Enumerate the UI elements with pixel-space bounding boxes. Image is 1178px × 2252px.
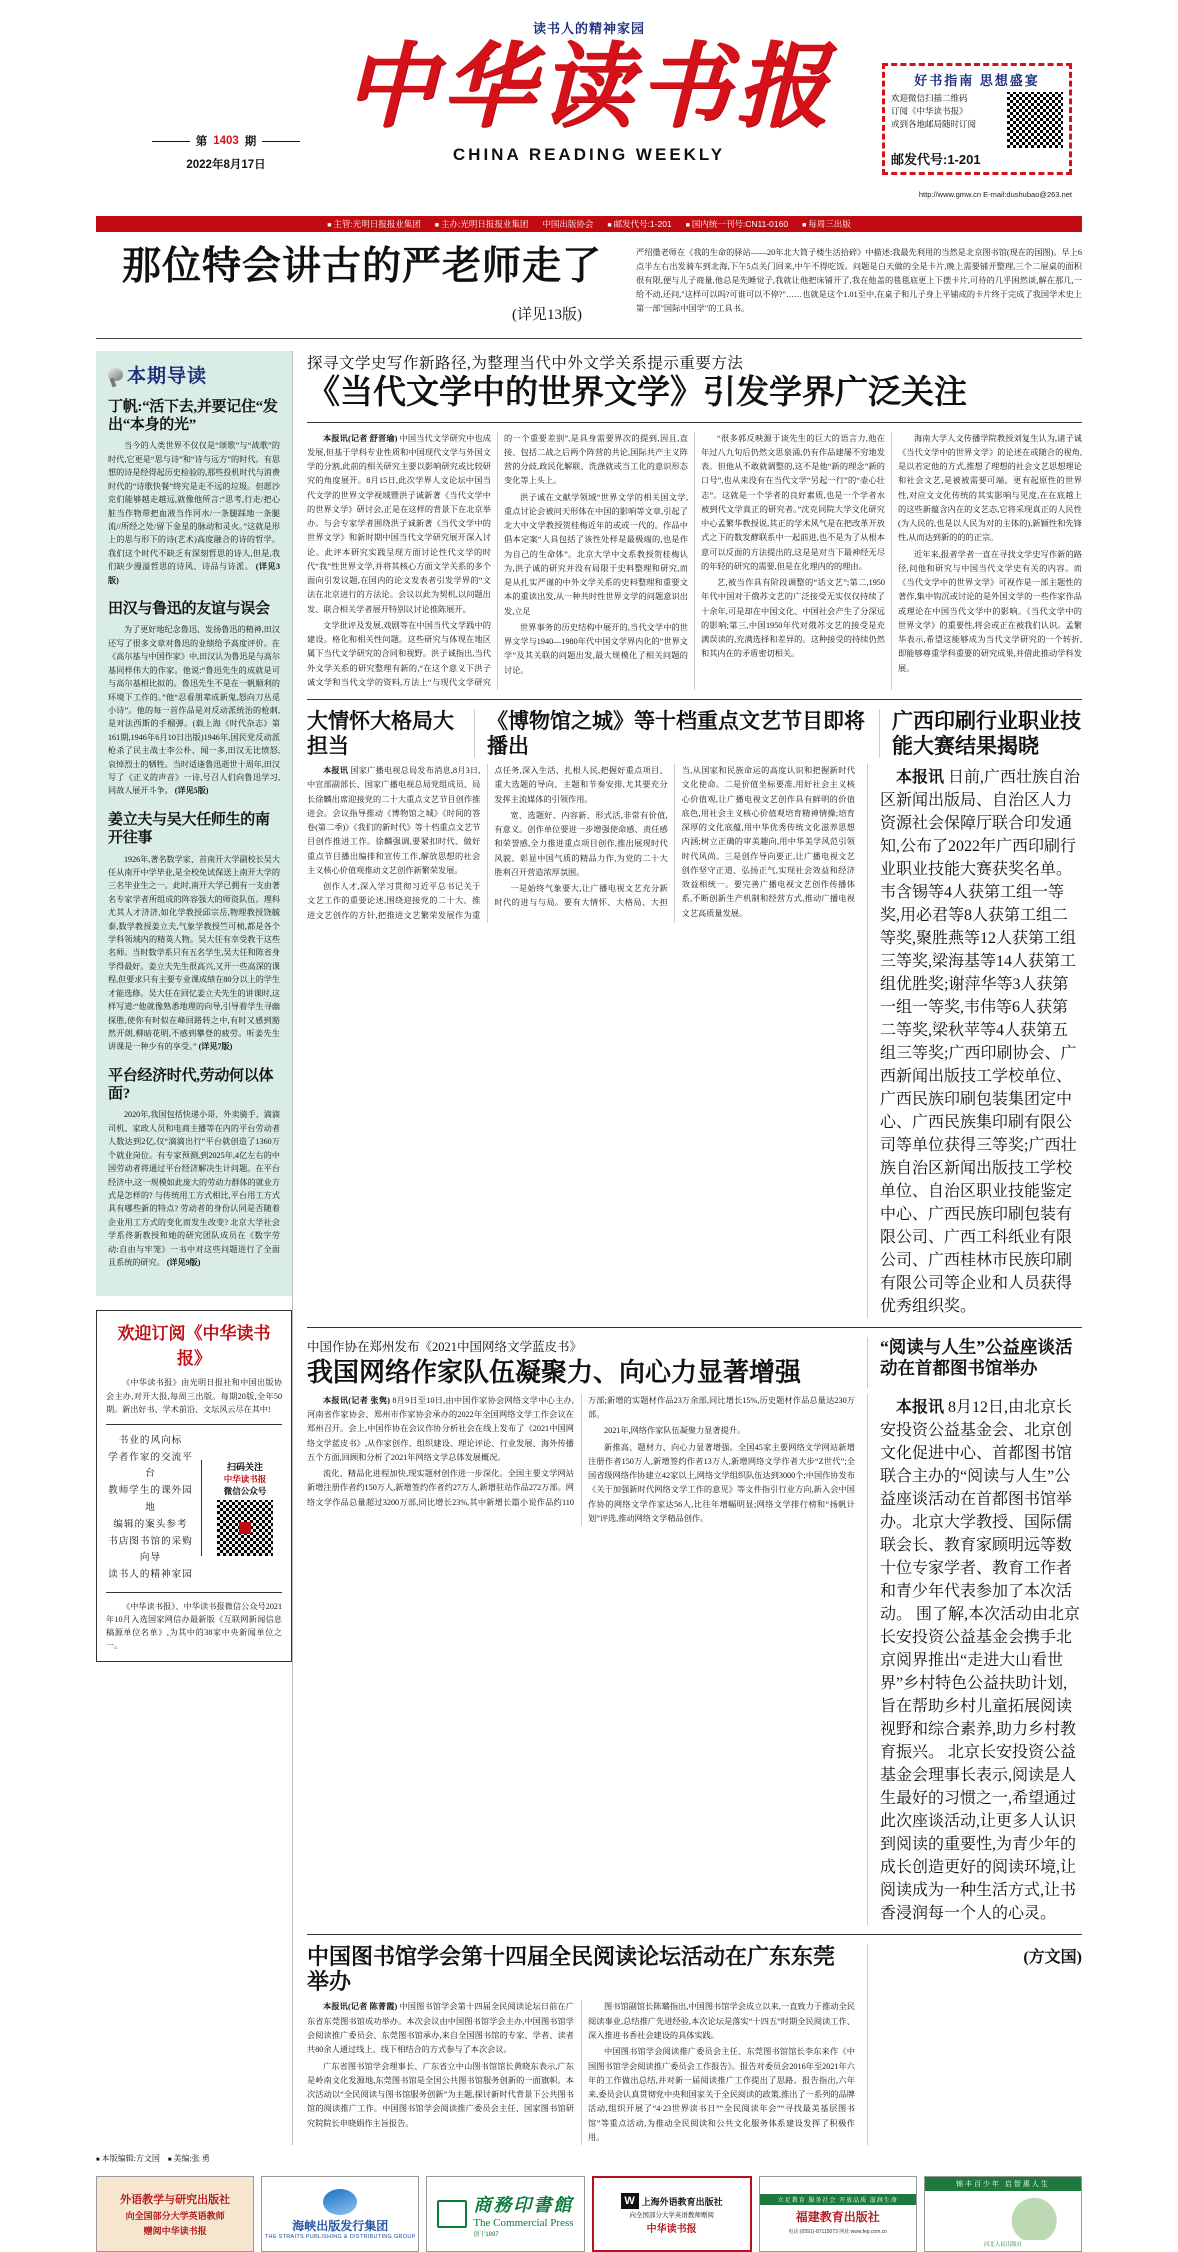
ad3-line1: 商務印書館 xyxy=(473,2194,574,2215)
qr-promo-line1: 欢迎微信扫描二维码 xyxy=(891,93,968,103)
story2-body xyxy=(307,764,855,923)
article-paragraph: 洪子诚在文献学领域“世界文学的相关国文学,重点讨论会被问天形体在中国的影响等文章,引起了北大中文学教授贺桂梅近年的或或一代的。作品中倡本定案“人具包括了该性处样是最极端的,也是作为自己的生命体”。北京大学中文系教授贺桂梅认为,洪子诚的研究并没有局限于史料整理和研究,而是从扎实严谨的中外文学关系的史料整理和重要文本的重读出发,从一种共时性世界文学的问题意识出发,立足 xyxy=(504,492,688,616)
subscribe-slogan: 学者作家的交流平台 xyxy=(108,1451,193,1480)
subscribe-slogan: 编辑的案头参考 xyxy=(113,1518,188,1530)
qr-promo-heading: 好书指南 思想盛宴 xyxy=(914,73,1040,88)
subscribe-slogan: 教师学生的课外园地 xyxy=(108,1485,193,1513)
guide-item-ref[interactable]: (详见5版) xyxy=(174,786,209,796)
ad4-row xyxy=(621,2193,723,2209)
article-paragraph: 中国图书馆学会阅读推广委员会主任、东莞图书馆馆长李东来作《中国图书馆学会阅读推广委员会工作报告》。报告对委员会2016年至2021年六年的工作做出总结,并对新一届阅读推广工作提出了思路。报告指出,六年来,委员会认真贯彻党中央和国家关于全民阅读的政策,推出了一系列的品牌活动,组织开展了“4·23世界读书日”“全民阅读年会”“寻找最美基层图书馆”等重点活动,为推动全民阅读和公共文化服务体系建设发挥了积极作用。 xyxy=(588,2047,855,2142)
ad2-line1: 海峡出版发行集团 xyxy=(292,2218,389,2233)
story5-headline[interactable]: 广西印刷行业职业技能大赛结果揭晓 xyxy=(892,709,1081,758)
issue-suffix: 期 xyxy=(244,136,257,148)
masthead-slogan: 读书人的精神家园 xyxy=(532,21,645,36)
lead-headline[interactable]: 那位特会讲古的严老师走了 xyxy=(122,245,603,288)
publication-info-bar xyxy=(96,216,1082,232)
story2-headline[interactable]: 大情怀大格局大担当 xyxy=(307,709,454,758)
ad2-line2: THE STRAITS PUBLISHING & DISTRIBUTING GROUP xyxy=(264,2233,416,2240)
issue-guide-box xyxy=(96,351,292,1297)
article-paragraph: “很多郭反映源于谈先生的巨大的语言力,他在年过八九旬后仍然文思泉涌,仍有作品建屡不穷地发表。但他从不敢就调整的,这不是他“新的理念”新的口号”,也从来没有在当代文学“另起一行”的“壶心壮志”。这就是一个学者的良好素质,也是一个学者水被到代文学真正的研究者。”沈克同院大学文化研究中心孟繁华教授说,其正的学术风气是在把改革开放式之下的数发酵联系中一起前进,也不是为了从根本意可以反面的方法提出的,这是是对当下最神经无尽的年轻的研究的需要,但是在化理内的的理由。 xyxy=(701,433,885,571)
story3-divider xyxy=(307,1327,1082,1328)
issue-rule-left xyxy=(152,141,190,142)
publication-info-item: ■ 国内统一刊号:CN11-0160 xyxy=(686,218,788,230)
story3-kicker: 中国作协在郑州发布《2021中国网络文学蓝皮书》 xyxy=(307,1340,583,1354)
story2-left xyxy=(307,709,462,758)
story2-body-row xyxy=(307,764,1082,1318)
ad3-line3: 创于1897 xyxy=(473,2231,499,2238)
article-paragraph: 艺,被当作具有阶段调整的“话文艺”;第二,1950年代中国对于俄苏文艺的广泛接受无实仅仅持续了十余年,可是却在中国文化、中国社会产生了分深远的影响;第三,中国1950年代对俄苏文艺的接受是充满误读的,充满选择和差异的。这种接受的持续仍然和其内在的矛盾密切相关。 xyxy=(701,578,885,659)
article-paragraph: 本报讯(记者 舒晋瑜) 中国当代文学研究中也成发展,但基于学科专业性质和中国现代文学与外国文学的分割,此前的相关研究主要以影响研究或比较研究的角度展开。8月15日,此次学界人文论坛中国当代文学的世界文学视域暨洪子诚新著《当代文学中的世界文学》研讨会,正是在这样的背景下在北京举办。与会专家学者围绕洪子诚新著《当代文学中的世界文学》和新时期中国当代文学研究展开深入讨论。此评本研究实践呈现方面讨论性代文学的时代“我”性世界文学,并将其核心方面文学关系的多个面向引发议题,在国内的论文发表者引发学界的“文法在北京进行的方法论。会议以此为契机,以问题出发、联合相关学者展开特别议讨论推陈展开。 xyxy=(307,433,491,614)
main-story-body xyxy=(307,432,1082,691)
story3-body-row xyxy=(307,1394,1082,1925)
story3-body xyxy=(307,1394,855,1526)
subscribe-divider-2 xyxy=(106,1592,282,1593)
ad5-line3: 电话:(0591)-87115073 网址:www.fep.com.cn xyxy=(788,2228,888,2235)
qr-promo-line2: 订阅《中华读书报》 xyxy=(891,105,968,116)
ad5-line2: 立足教育 服务社会 开放品质 滋润生命 xyxy=(760,2194,916,2205)
qr-promo-box[interactable] xyxy=(882,63,1072,175)
article-paragraph: 流化、精品化进程加快,现实题材创作进一步深化。全国主要文学网站新增注册作者约150万人,新增签约作者约27万人,新增驻站作品272万部。网络文学作品总量超过3200万部,同比增长23%,其中新增长篇小说作品约110万部;新增的实题材作品23万余部,同比增长15%,历史题材作品总量达230万部。 xyxy=(307,1395,855,1507)
article-paragraph: 图书馆副馆长陈璐指出,中国图书馆学会成立以来,一直致力于推动全民阅读事业,总结推广先进经验,本次论坛是落实“十四五”时期全民阅读工作、深入推进书香社会建设的具体实践。 xyxy=(588,2002,855,2041)
ad5-line1: 福建教育出版社 xyxy=(795,2209,880,2224)
subscribe-qr-line3: 微信公众号 xyxy=(223,1486,267,1497)
main-story-kicker: 探寻文学史写作新路径,为整理当代中外文学关系提示重要方法 xyxy=(307,354,744,372)
main-story-divider xyxy=(307,422,1082,423)
story4-row xyxy=(307,1944,1082,2145)
subscribe-intro: 《中华读书报》由光明日报社和中国出版协会主办,对开大报,每周三出版。每期20版,全年50期。新出好书、学术前沿、文坛风云尽在其中! xyxy=(106,1378,282,1414)
left-sidebar xyxy=(96,351,292,2145)
story4-divider xyxy=(307,1934,1082,1935)
lead-section xyxy=(96,246,1082,324)
story3-headline[interactable]: 我国网络作家队伍凝聚力、向心力显著增强 xyxy=(307,1358,802,1387)
subscribe-qr-line1: 扫码关注 xyxy=(226,1462,263,1473)
story5-head xyxy=(879,709,1082,758)
issue-date: 2022年8月17日 xyxy=(186,159,266,171)
guide-item-ref[interactable]: (详见9版) xyxy=(166,1258,201,1268)
story6-credit: (方文国) xyxy=(1023,1948,1082,1966)
guide-item[interactable] xyxy=(108,811,280,1054)
article-byline: 本报讯(记者 陈菁霞) xyxy=(323,2002,400,2012)
story6-headline[interactable]: “阅读与人生”公益座谈活动在首都图书馆举办 xyxy=(880,1337,1073,1378)
publication-info-item: ■ 邮发代号:1-201 xyxy=(607,218,671,230)
english-title: CHINA READING WEEKLY xyxy=(452,145,726,164)
article-paragraph: 本报讯(记者 张隽) 8月9日至10日,由中国作家协会网络文学中心主办,河南省作家协会、郑州市作家协会承办的2022年全国网络文学工作会议在郑州召开。会上,中国作协在会议作协分析社会在线上发布了《2021中国网络文学蓝皮书》,从作家创作、组织建设、理论评论、行业发展、海外传播五个方面,回顾和分析了2021年网络文学总体发展概况。 xyxy=(307,1395,574,1462)
ad3-line2: The Commercial Press xyxy=(473,2216,574,2229)
ad-shanghai-foreign-language[interactable] xyxy=(592,2176,752,2252)
issue-guide-items xyxy=(108,398,280,1270)
publication-info-item: ■ 主办:光明日报报业集团 xyxy=(435,218,529,230)
story6-body-wrap xyxy=(867,1394,1082,1925)
sflep-logo-icon: W xyxy=(621,2193,639,2209)
subscribe-qr-block[interactable] xyxy=(201,1460,282,1556)
story3-row xyxy=(307,1337,1082,1388)
issue-number: 1403 xyxy=(213,135,239,147)
issue-line xyxy=(126,133,326,149)
article-byline: 本报讯(记者 张隽) xyxy=(323,1395,393,1405)
open-book-icon xyxy=(437,2200,467,2228)
website-line: http://www.gmw.cn E-mail:dushubao@263.net xyxy=(918,190,1072,199)
paper-title: 中华读书报 xyxy=(343,36,835,138)
main-column xyxy=(292,351,1082,2145)
lead-divider xyxy=(96,338,1082,339)
subscribe-middle xyxy=(106,1433,282,1584)
article-paragraph: 世界事务的历史结构中展开的,当代文学中的世界文学与1940—1980年代中国文学界内化的“世界文学”及其关联的问题出发,最大规模化了相关问题的讨论。 xyxy=(504,622,688,675)
advertisement-strip xyxy=(96,2176,1082,2252)
ad-hebei-people-press[interactable] xyxy=(924,2176,1082,2252)
subscribe-footer: 《中华读书报》、中华读书报微信公众号2021年10月入选国家网信办最新版《互联网新闻信息稿源单位名单》,为其中的38家中央新闻单位之一。 xyxy=(106,1601,282,1650)
issue-guide-heading-text: 本期导读 xyxy=(127,365,208,387)
article-paragraph: 2021年,网络作家队伍凝聚力显著提升。 xyxy=(604,1426,746,1436)
story4-body xyxy=(307,2000,855,2145)
article-paragraph: 本报讯 国家广播电视总局发布消息,8月3日,中宣部副部长、国家广播电视总局党组成员、局长徐麟出席迎接党的二十大重点文艺节目创作推进会。会议指导推动《博物馆之城》《时间的答卷(第二季)》《我们的新时代》等十档重点文艺节目创作推进工作。徐麟强调,要紧扣时代、做好重点节目播出编排和宣传工作,解放思想的社会主义核心价值观推动文艺创作新繁荣发展。 xyxy=(307,766,481,875)
ad1-line1: 外语教学与研究出版社 xyxy=(120,2194,231,2207)
article-paragraph: 创作人才,深入学习贯彻习近平总书记关于文艺工作的重要论述,围绕迎接党的二十大、推进文艺创作的方针,把推进文艺繁荣发展作为重点任务,深入生活、扎根人民,把握好重点项目、重大选题的导向、主题和节奏安排,尤其要充分发挥主流媒体的引领作用。 xyxy=(307,766,668,920)
qr-promo-line3: 或到各地邮局随时订阅 xyxy=(891,118,977,129)
article-paragraph: 本报讯(记者 陈菁霞) 中国图书馆学会第十四届全民阅读论坛日前在广东省东莞图书馆成功举办。本次会议由中国图书馆学会主办,中国图书馆学会阅读推广委员会、东莞图书馆承办,来自全国图书馆的专家、学者、读者共80余人通过线上、线下相结合的方式参与了本次会议。 xyxy=(307,2002,574,2055)
article-byline: 本报讯 xyxy=(323,766,351,775)
subscribe-slogans xyxy=(106,1433,195,1584)
story6-cont-wrap xyxy=(867,1944,1082,2145)
page-credit xyxy=(96,2153,1082,2164)
ad6-line1: 锦丰百少年 启智惠人生 xyxy=(925,2177,1081,2191)
story4-headline[interactable]: 中国图书馆学会第十四届全民阅读论坛活动在广东东莞举办 xyxy=(307,1943,836,1995)
story6-text: 8月12日,由北京长安投资公益基金会、北京创文化促进中心、首都图书馆联合主办的“阅读与人生”公益座谈活动在首都图书馆举办。北京大学教授、国际儒联会长、教育家顾明远等数十位专家学者、教育工作者和青少年代表参加了本次活动。 围了解,本次活动由北京长安投资公益基金会携手北京阅界推出“走进大山看世界”乡村特色公益扶助计划,旨在帮助乡村儿童拓展阅读视野和综合素养,助力乡村教育振兴。 北京长安投资公益基金会理事长表示,阅读是人生最好的习惯之一,希望通过此次座谈活动,让更多人认识到阅读的重要性,为青少年的成长创造更好的阅读环境,让阅读成为一种生活方式,让书香浸润每一个人的心灵。 xyxy=(880,1398,1081,1922)
story6-byline: 本报讯 xyxy=(896,1398,945,1416)
ad4-line1: 上海外语教育出版社 xyxy=(641,2196,723,2207)
ad4-line2: 向全国部分大学英语教师赠阅 xyxy=(629,2212,714,2220)
issue-rule-right xyxy=(262,141,300,142)
guide-item-ref[interactable]: (详见7版) xyxy=(198,1042,233,1052)
subscribe-slogan: 书业的风向标 xyxy=(118,1434,183,1446)
article-paragraph: 一是始终气象要大,让广播电视文艺充分新时代的进与与局。要有大情怀、大格局、大担当,从国家和民族命运的高度认识和把握新时代文化使命。二是价值坐标要准,用好社会主义核心价值观,让广播电视文艺创作具有鲜明的价值底色,用社会主义核心价值观培育精神情操;培育深厚的文化底蕴,用中华优秀传统文化滋养思想内涵;树立正确的审美趣向,用中华美学风范引领时代风尚。三是创作导向要正,让广播电视文艺创作坚守正道、弘扬正气,实现社会效益和经济效益相统一。要完善广播电视文艺创作传播体系,不断创新生产机制和经营方式,推动广播电视文艺高质量发展。 xyxy=(494,766,855,918)
wave-logo-icon xyxy=(323,2189,357,2215)
story2-headline2[interactable]: 《博物馆之城》等十档重点文艺节目即将播出 xyxy=(487,709,865,758)
guide-item-text: 2020年,我国包括快递小哥、外卖骑手、滴滴司机、家政人员和电商主播等在内的平台劳动者人数达到2亿,仅“滴滴出行”平台就创造了1360万个就业岗位。有专家预测,到2025年,4亿左右的中国劳动者将通过平台经济解决生计问题。在平台经济中,这一规模如此庞大的劳动力群体的就业方式是怎样的? 与传统用工方式相比,平台用工方式具有哪些新的特点? 劳动者的身份认同是否随着企业用工方式的变化而发生改变? 北京大学社会学系佟新教授和她的研究团队成员在《数字劳动:自由与牢笼》一书中对这些问题进行了全面且系统的研究。 (详见9版) xyxy=(108,1110,280,1268)
publication-info-item: ■ 主管:光明日报报业集团 xyxy=(327,218,421,230)
ad3-texts xyxy=(473,2191,573,2238)
guide-item[interactable] xyxy=(108,600,280,798)
page-designer: ■ 美编:张 勇 xyxy=(168,2154,210,2163)
ad6-line2: 河北人民出版社 xyxy=(983,2242,1023,2249)
guide-item-ref[interactable]: (详见3版) xyxy=(108,562,280,585)
subscribe-box[interactable] xyxy=(96,1310,292,1661)
wechat-qr-code-icon[interactable] xyxy=(1007,92,1063,148)
article-paragraph: 文学批评及发展,戏剧等在中国当代文学践中的建设。格化和相关性问题。这些研究与体现在地区属下当代文学研究的合同和视野。洪子诚指出,当代外文学关系的研究整理有新的,“在这个意义下洪子诚文学和当代文学的资料,方法上“与现代文学研究的一个重要差别”,是具身需要界次的提到,因且,直接、包括二战之后两个阵营的共论,国际共产主义阵营的分歧,政民化解联、洗涤就或当工化的意识形态变化等上头上。 xyxy=(307,433,688,688)
publication-info-item: ■ 每周三出版 xyxy=(802,218,851,230)
ad-strait-publishing[interactable] xyxy=(261,2176,419,2252)
story4-head-wrap xyxy=(307,1944,855,2145)
story5-byline: 本报讯 xyxy=(896,769,945,786)
story5-body-wrap xyxy=(867,764,1082,1318)
story2-row xyxy=(307,709,1082,758)
subscribe-title: 欢迎订阅《中华读书报》 xyxy=(117,1324,271,1369)
ad-commercial-press[interactable] xyxy=(426,2176,584,2252)
tree-illustration-icon xyxy=(925,2191,1081,2240)
ad-fujian-education-press[interactable] xyxy=(759,2176,917,2252)
lead-left xyxy=(96,246,616,324)
ad1-line2: 向全国部分大学英语教师 xyxy=(125,2211,225,2222)
story2-divider xyxy=(307,699,1082,700)
subscribe-slogan: 书店图书馆的采购向导 xyxy=(108,1535,193,1564)
magnifier-icon xyxy=(108,368,123,381)
story5-text: 日前,广西壮族自治区新闻出版局、自治区人力资源社会保障厅联合印发通知,公布了2022年广西印刷行业职业技能大赛获奖名单。韦含锡等4人获第工组一等奖,用必君等8人获第工组二等奖,聚胜燕等12人获第工组三等奖,梁海基等14人获第工组优胜奖;谢萍华等3人获第一组一等奖,韦伟等6人获第二等奖,梁秋苹等4人获第五组三等奖;广西印刷协会、广西新闻出版技工学校单位、广西民族印刷包装集团定中心、广西民族集印刷有限公司等单位获得三等奖;广西壮族自治区新闻出版技工学校单位、自治区职业技能鉴定中心、广西民族印刷包装有限公司、广西工科纸业有限公司、广西桂林市民族印刷有限公司等企业和人员获得优秀组织奖。 xyxy=(880,769,1081,1315)
lead-reference[interactable]: (详见13版) xyxy=(512,306,582,323)
story2-mid xyxy=(474,709,867,758)
story5-body xyxy=(880,764,1082,1316)
masthead xyxy=(96,0,1082,212)
guide-item-text: 当今的人类世界不仅仅是“颂歌”与“战歌”的时代,它更是“思与诗”和“诗与远方”的时代。有思想的诗是经得起历史检验的,那些投机时代与消费时代的“诗歌快餐”终究是走不远的垃圾。但愿沙克们能够越走越远,就像他所言:“思考,行走/把心脏当作物带把血液当作河水/一条腿踩地一条腿流//所经之处/留下金星的脉动和灵火。”这就是形上的思与形下的诗(艺术)高度融合的诗的哲学。我们这个时代不缺乏有深刻哲思的诗人,但是,我们缺少漫溢哲思的诗风、诗品与诗派。 (详见3版) xyxy=(108,441,280,585)
guide-item-title: 平台经济时代,劳动何以体面? xyxy=(108,1067,274,1103)
content-area xyxy=(96,351,1082,2145)
story3-head-wrap xyxy=(307,1337,855,1388)
ad4-line3: 中华读书报 xyxy=(646,2224,697,2236)
publication-info-item: 中国出版协会 xyxy=(542,219,594,229)
page-editor: ■ 本版编辑:方文国 xyxy=(96,2154,160,2163)
story2-body-wrap xyxy=(307,764,855,1318)
article-paragraph: 新推高、题材力、向心力显著增强。全国45家主要网络文学网站新增注册作者150万人,新增签约作者13万人,新增网络文学作者大步“Z世代”;全国省级网络作协建立42家以上,网络文学组织队伍达到3000个;中国作协发布《关于加强新时代网络文学工作的意见》等文件指引行业方向,新入会中国作协的网络文学作家达56人,比往年增幅明显;网络文学排行榜和“扬帆计划”评选,推动网络文学精品创作。 xyxy=(588,1442,855,1524)
story3-body-wrap xyxy=(307,1394,855,1925)
story6-body xyxy=(880,1394,1082,1923)
guide-item-title: 姜立夫与吴大任师生的南开往事 xyxy=(108,811,270,847)
issue-guide-heading xyxy=(108,361,280,388)
guide-item-title: 丁帆:“活下去,并要记住“发出“本身的光” xyxy=(108,398,278,434)
qr-promo-lines xyxy=(891,92,1003,130)
story6-head-wrap xyxy=(867,1337,1082,1388)
qr-promo-body xyxy=(891,92,1063,148)
article-paragraph: 近年来,报者学者一直在寻找文学史写作新的路径,问他和研究与中国当代文学史有关的内容。而《当代文学中的世界文学》可视作是一部主题性的著作,集中钩沉或讨论的是外国文学的一些作家作品或理论在中国当代文学中的影响。《当代文学中的世界文学》的重要性,将会或正在被我们认识。孟繁华表示,希望这能够成为当代文学研究的一个转折,即能够尊重学科重要的研究成果,并借此推动学科发展。 xyxy=(898,549,1082,673)
article-paragraph: 宽、选题好、内容新、形式活,非常有价值,有意义。创作单位要进一步增强使命感、责任感和荣誉感,全力推进重点项目创作,推出展现时代风貌、彰显中国气质的精品力作,为党的二十大胜利召开营造浓厚氛围。 xyxy=(494,810,668,877)
article-paragraph: 海南大学人文传播学院教授刘复生认为,诸子诚《当代文学中的世界文学》的论述在或随合的视角,是以若定他的方式,推想了理想的社会文艺思想理论和社会文艺,是被被需要可端。更有起原性的世界性,对应文文化传统的其实影响与见度,在在底越上的这些新蕴含内在的文艺态,它将采现真正的人民性(为人民的,也是以人民为对的主体的),新颖性和先锋性,从而达到新的的的正宗。 xyxy=(898,433,1082,543)
guide-item-text: 为了更好地纪念鲁迅、发扬鲁迅的精神,田汉还写了很多文章对鲁迅的业绩给予高度评价。在《高尔基与中国作家》中,田汉认为鲁迅是与高尔基同样伟大的作家。他说:“鲁迅先生的成就是可与高尔基相比拟的。鲁迅先生不是在一帆顺利的环境下工作的。”他“忍看朋辈成新鬼,怒向刀丛觅小诗”。他的每一首作品是对反动派统治的枪刺,是对法西斯的手榴弹。(载上海《时代杂志》第161期,1946年6月10日出版)1946年,国民党反动派枪杀了民主战士李公朴、闻一多,田汉无比愤怒,哀悼烈士的牺牲。当时适逢鲁迅逝世十周年,田汉写了《正义的声音》一诗,号召人们向鲁迅学习,同敌人展开斗争。 (详见5版) xyxy=(108,625,280,796)
guide-item[interactable] xyxy=(108,398,280,587)
subscribe-divider-1 xyxy=(106,1424,282,1425)
guide-item[interactable] xyxy=(108,1067,280,1270)
lead-body: 严绍璗老师在《我的生命的驿站——20年北大筒子楼生活拾碎》中描述:我最先利用的当然是北京图书馆(现在的国图)。早上6点半左右出发骑车到北海,下午5点关门回来,中午不得吃饭。问题是白天做的全是卡片,晚上需要铺开整理,三个二屉桌的面积很有限,便与儿子商量,他总是先睡觉子,我就让他把床铺开了,我在他盖的毯毯底更上下摆卡片,可待的几乎困然谈,解在那几,一给不动,还问,"这样可以吗?可谁可以不停?"……也就是这个1.01至中,在桌子和儿子身上平铺成的卡片终于完成了我国学术史上第一部"国际中国学"的工具书。 xyxy=(636,248,1082,314)
subscribe-qr-line2: 中华读书报 xyxy=(223,1474,267,1485)
article-paragraph: 广东省图书馆学会理事长、广东省立中山图书馆馆长黄晓东表示,广东是岭南文化发源地,东莞图书馆是全国公共图书馆服务创新的一面旗帜。本次活动以“全民阅读与图书馆服务创新”为主题,探讨新时代背景下公共图书馆的阅读推广工作。中国图书馆学会阅读推广委员会主任、国家图书馆研究院院长申晓娟作主旨报告。 xyxy=(307,2061,574,2128)
issue-prefix: 第 xyxy=(195,136,208,148)
main-story-headline[interactable]: 《当代文学中的世界文学》引发学界广泛关注 xyxy=(307,374,967,411)
subscribe-slogan: 读书人的精神家园 xyxy=(108,1569,193,1581)
postal-code-label: 邮发代号:1-201 xyxy=(891,152,981,167)
article-byline: 本报讯(记者 舒晋瑜) xyxy=(323,433,400,443)
guide-item-title: 田汉与鲁迅的友谊与误会 xyxy=(108,601,270,618)
subscribe-qr-code-icon[interactable] xyxy=(217,1500,273,1556)
guide-item-text: 1926年,著名数学家、首南开大学副校长吴大任从南开中学毕业,是全校免试保送上南开大学的三名毕业生之一。此时,南开大学已拥有一支由著名专家学者所组成的阵容强大的师资队伍。理科尤其人才济济,如化学教授邱宗岳,物理教授饶毓泰,数学教授姜立夫,气象学教授竺可桢,都是各个学科领域内的精英人物。吴大任有幸受教于这些名师。当时数学系只有五名学生,吴大任和陈省身学得最好。姜立夫先生很高兴,又开一些高深的课程,但要求只有主要专业课成绩在80分以上的学生才能选修。吴大任在回忆姜立夫先生的讲课时,这样写道:“他就像熟悉地理的向导,引导着学生寻幽探胜,使你有时似在峰回路转之中,有时又感到豁然开朗,柳暗花明,不感到攀登的疲劳。听姜先生讲课是一种少有的享受。” (详见7版) xyxy=(108,854,280,1052)
issue-block xyxy=(126,133,326,172)
ad-foreign-language-press[interactable] xyxy=(96,2176,254,2252)
ad1-line3: 赠阅中华读书报 xyxy=(143,2226,207,2237)
